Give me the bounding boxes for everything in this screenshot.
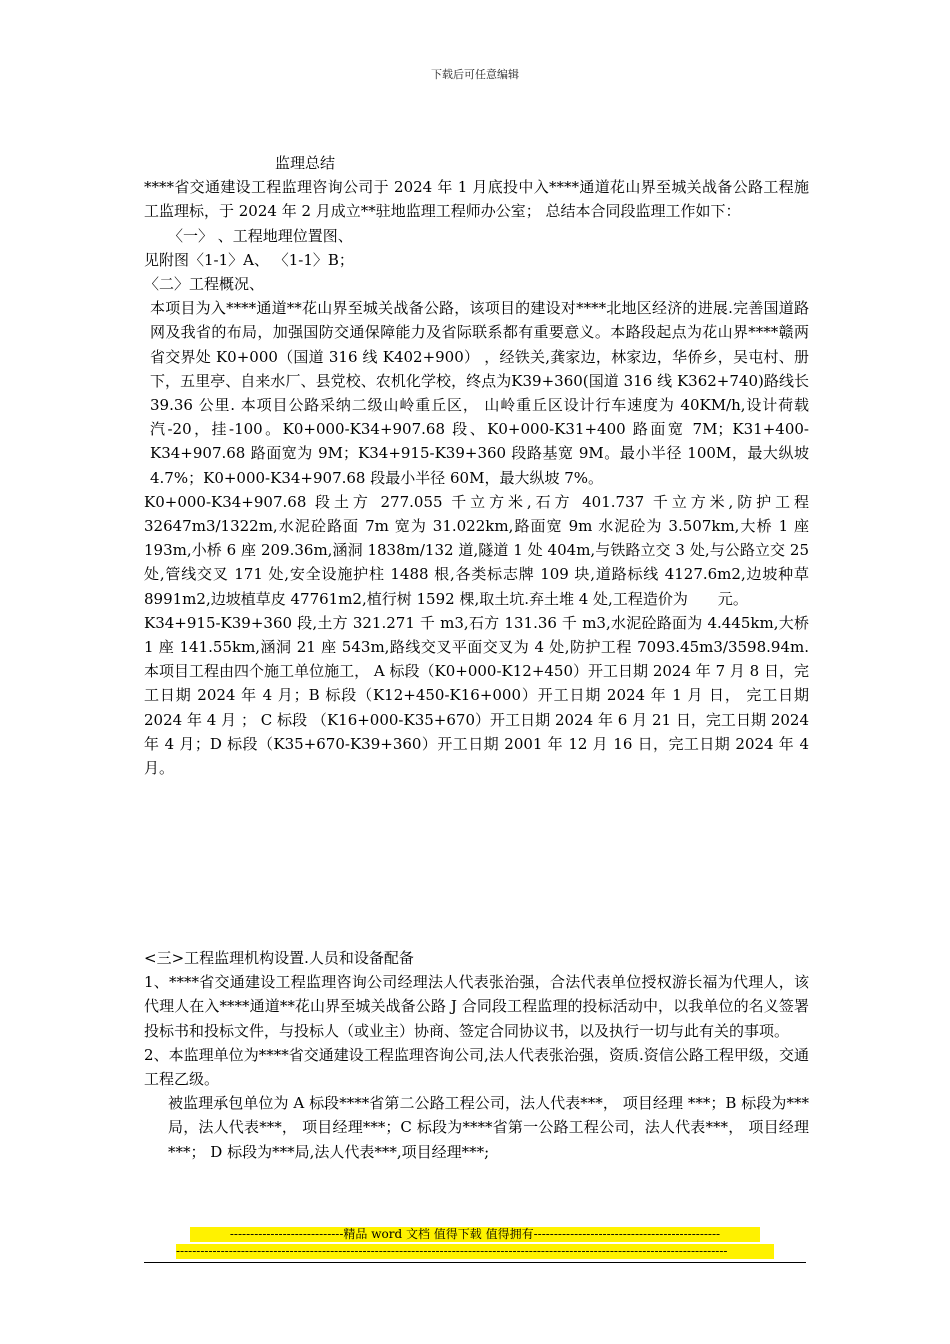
document-title: 监理总结 [275,154,336,172]
contractors-paragraph: 被监理承包单位为 A 标段****省第二公路工程公司，法人代表***， 项目经理 ***；B 标段为***局，法人代表***， 项目经理***；C 标段为****省第一公路工程公司，法人代表***， 项目经理***； D 标段为***局,法人代表***,项目经理***; [168,1094,809,1161]
subsection-2-heading: 〈二〉工程概况、 [144,275,265,294]
subsection-1-heading: 〈一〉 、工程地理位置图、 [168,226,353,245]
footer-banner-text: ----------------------------精品 word 文档 值得下载 值得拥有---------------------------------------------- [190,1227,760,1242]
footer-banner-dashes: ---------------------------------------------------------------------------------------------------------------------------------------- [176,1244,774,1259]
section-3 [144,946,809,1164]
subsection-1-text: 见附图〈1-1〉A、 〈1-1〉B； [144,250,354,269]
page-header: 下载后可任意编辑 [431,68,519,81]
section-3-item-2: 2、本监理单位为****省交通建设工程监理咨询公司,法人代表张治强，资质.资信公路工程甲级，交通工程乙级。 [144,1045,809,1089]
intro-paragraph: ****省交通建设工程监理咨询公司于 2024 年 1 月底投中入****通道花山界至城关战备公路工程施工监理标，于 2024 年 2 月成立**驻地监理工程师办公室； 总结本合同段监理工作如下： [144,178,809,221]
footer-rule [144,1262,806,1263]
overview-paragraph: 本项目为入****通道**花山界至城关战备公路，该项目的建设对****北地区经济的进展.完善国道路网及我省的布局，加强国防交通保障能力及省际联系都有重要意义。本路段起点为花山界****赣两省交界处 K0+000（国道 316 线 K402+900） ，经铁关,龚家边，林家边，华侨乡，吴屯村、册下，五里亭、自来水厂、县党校、农机化学校，终点为K39+360(国道 316 线 K362+740)路线长 39.36 公里. 本项目公路采纳二级山岭重丘区， 山岭重丘区设计行车速度为 40KM/h,设计荷载汽-20，挂-100。K0+000-K34+907.68 段、K0+000-K31+400 路面宽 7M；K31+400-K34+907.68 路面宽为 9M；K34+915-K39+360 段路基宽 9M。最小半径 100M，最大纵坡 4.7%；K0+000-K34+907.68 段最小半径 60M，最大纵坡 7%。 [150,299,809,487]
document-body [144,151,809,780]
section-3-heading: <三>工程监理机构设置.人员和设备配备 [144,949,414,967]
segment-1-paragraph: K0+000-K34+907.68 段土方 277.055 千立方米,石方 401.737 千立方米,防护工程 32647m3/1322m,水泥砼路面 7m 宽为 31.022km,路面宽 9m 水泥砼为 3.507km,大桥 1 座 193m,小桥 6 座 209.36m,涵洞 1838m/132 道,隧道 1 处 404m,与铁路立交 3 处,与公路立交 25 处,管线交叉 171 处,安全设施护柱 1488 根,各类标志牌 109 块,道路标线 4127.6m2,边坡种草 8991m2,边坡植草皮 47761m2,植行树 1592 棵,取土坑.弃土堆 4 处,工程造价为 元。 [144,492,809,608]
section-3-item-1: 1、****省交通建设工程监理咨询公司经理法人代表张治强，合法代表单位授权游长福为代理人，该代理人在入****通道**花山界至城关战备公路 J 合同段工程监理的投标活动中，以我单位的名义签署投标书和投标文件，与投标人（或业主）协商、签定合同协议书，以及执行一切与此有关的事项。 [144,973,809,1040]
segment-2-paragraph: K34+915-K39+360 段,土方 321.271 千 m3,石方 131.36 千 m3,水泥砼路面为 4.445km,大桥 1 座 141.55km,涵洞 21 座 543m,路线交叉平面交叉为 4 处,防护工程 7093.45m3/3598.94m. 本项目工程由四个施工单位施工， A 标段（K0+000-K12+450）开工日期 2024 年 7 月 8 日，完工日期 2024 年 4 月；B 标段（K12+450-K16+000）开工日期 2024 年 1 月 日， 完工日期 2024 年 4 月 ； C 标段 （K16+000-K35+670）开工日期 2024 年 6 月 21 日，完工日期 2024 年 4 月；D 标段（K35+670-K39+360）开工日期 2001 年 12 月 16 日，完工日期 2024 年 4 月。 [144,613,809,778]
